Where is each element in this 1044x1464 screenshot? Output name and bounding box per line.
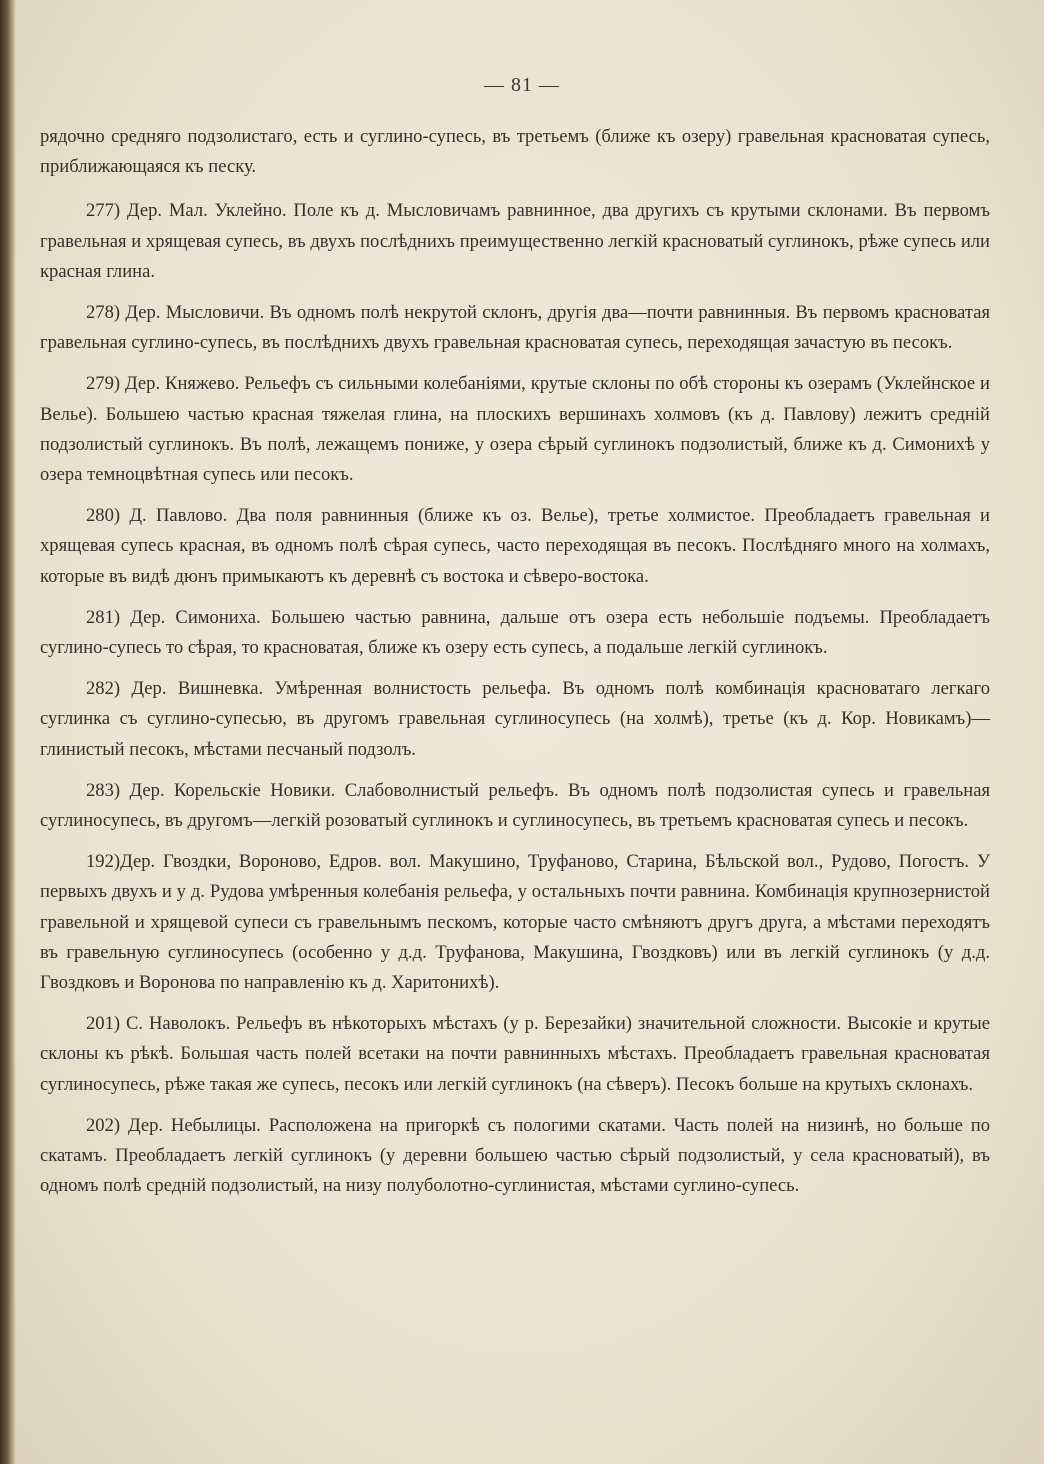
- paragraph-278: 278) Дер. Мысловичи. Въ одномъ полѣ некрутой склонъ, другія два—почти равнинныя. Въ первомъ красноватая гравельная суглино-супесь, въ послѣднихъ двухъ гравельная красноватая супесь, переходящая зачастую въ песокъ.: [40, 302, 990, 354]
- paragraph-192: 192)Дер. Гвоздки, Вороново, Едров. вол. Макушино, Труфаново, Старина, Бѣльской вол., Рудово, Погостъ. У первыхъ двухъ и у д. Рудова умѣренныя колебанія рельефа, у остальныхъ почти равнина. Комбинація крупнозернистой гравельной и хрящевой супеси съ гравельнымъ пескомъ, которые часто смѣняютъ другъ друга, а мѣстами переходятъ въ гравельную суглиносупесь (особенно у д.д. Труфанова, Макушина, Гвоздковъ) или въ легкій суглинокъ (у д.д. Гвоздковъ и Воронова по направленію къ д. Харитонихѣ).: [40, 851, 990, 994]
- paragraph-continuation: рядочно средняго подзолистаго, есть и суглино-супесь, въ третьемъ (ближе къ озеру) гравельная красноватая супесь, приближающаяся къ песку.: [40, 126, 990, 178]
- paragraph-281: 281) Дер. Симониха. Большею частью равнина, дальше отъ озера есть небольшіе подъемы. Преобладаетъ суглино-супесь то сѣрая, то красноватая, ближе къ озеру есть супесь, а подальше легкій суглинокъ.: [40, 606, 990, 659]
- paragraph-279: 279) Дер. Княжево. Рельефъ съ сильными колебаніями, крутые склоны по обѣ стороны къ озерамъ (Уклейнское и Велье). Большею частью красная тяжелая глина, на плоскихъ вершинахъ холмовъ (къ д. Павлову) лежитъ средній подзолистый суглинокъ. Въ полѣ, лежащемъ пониже, у озера сѣрый суглинокъ подзолистый, ближе къ д. Симонихѣ у озера темноцвѣтная супесь или песокъ.: [40, 373, 990, 486]
- paragraph-283: 283) Дер. Корельскіе Новики. Слабоволнистый рельефъ. Въ одномъ полѣ подзолистая супесь и гравельная суглиносупесь, въ другомъ—легкій розоватый суглинокъ и суглиносупесь, въ третьемъ красноватая супесь и песокъ.: [40, 779, 990, 832]
- paragraph-277: 277) Дер. Мал. Уклейно. Поле къ д. Мысловичамъ равнинное, два другихъ съ крутыми склонами. Въ первомъ гравельная и хрящевая супесь, въ двухъ послѣднихъ преимущественно легкій красноватый суглинокъ, рѣже супесь или красная глина.: [40, 200, 990, 282]
- paragraph-280: 280) Д. Павлово. Два поля равнинныя (ближе къ оз. Велье), третье холмистое. Преобладаетъ гравельная и хрящевая супесь красная, въ одномъ полѣ сѣрая супесь, часто переходящая въ песокъ. Послѣдняго много на холмахъ, которые въ видѣ дюнъ примыкаютъ къ деревнѣ съ востока и сѣверо-востока.: [40, 505, 990, 587]
- page-number: — 81 —: [484, 74, 560, 96]
- page-body: [40, 122, 990, 1213]
- paragraph-202: 202) Дер. Небылицы. Расположена на пригоркѣ съ пологими скатами. Часть полей на низинѣ, но больше по скатамъ. Преобладаетъ легкій суглинокъ (у деревни большею частью сѣрый подзолистый, у села красноватый), въ одномъ полѣ средній подзолистый, на низу полуболотно-суглинистая, мѣстами суглино-супесь.: [40, 1114, 990, 1197]
- book-spine-shadow: [0, 0, 16, 1464]
- paragraph-282: 282) Дер. Вишневка. Умѣренная волнистость рельефа. Въ одномъ полѣ комбинація красноватаго легкаго суглинка съ суглино-супесью, въ другомъ гравельная суглиносупесь (на холмѣ), третье (къ д. Кор. Новикамъ)—глинистый песокъ, мѣстами песчаный подзолъ.: [40, 678, 990, 760]
- paragraph-201: 201) С. Наволокъ. Рельефъ въ нѣкоторыхъ мѣстахъ (у р. Березайки) значительной сложности. Высокіе и крутые склоны къ рѣкѣ. Большая часть полей всетаки на почти равнинныхъ мѣстахъ. Преобладаетъ гравельная красноватая суглиносупесь, рѣже такая же супесь, песокъ или легкій суглинокъ (на сѣверъ). Песокъ больше на крутыхъ склонахъ.: [40, 1013, 990, 1095]
